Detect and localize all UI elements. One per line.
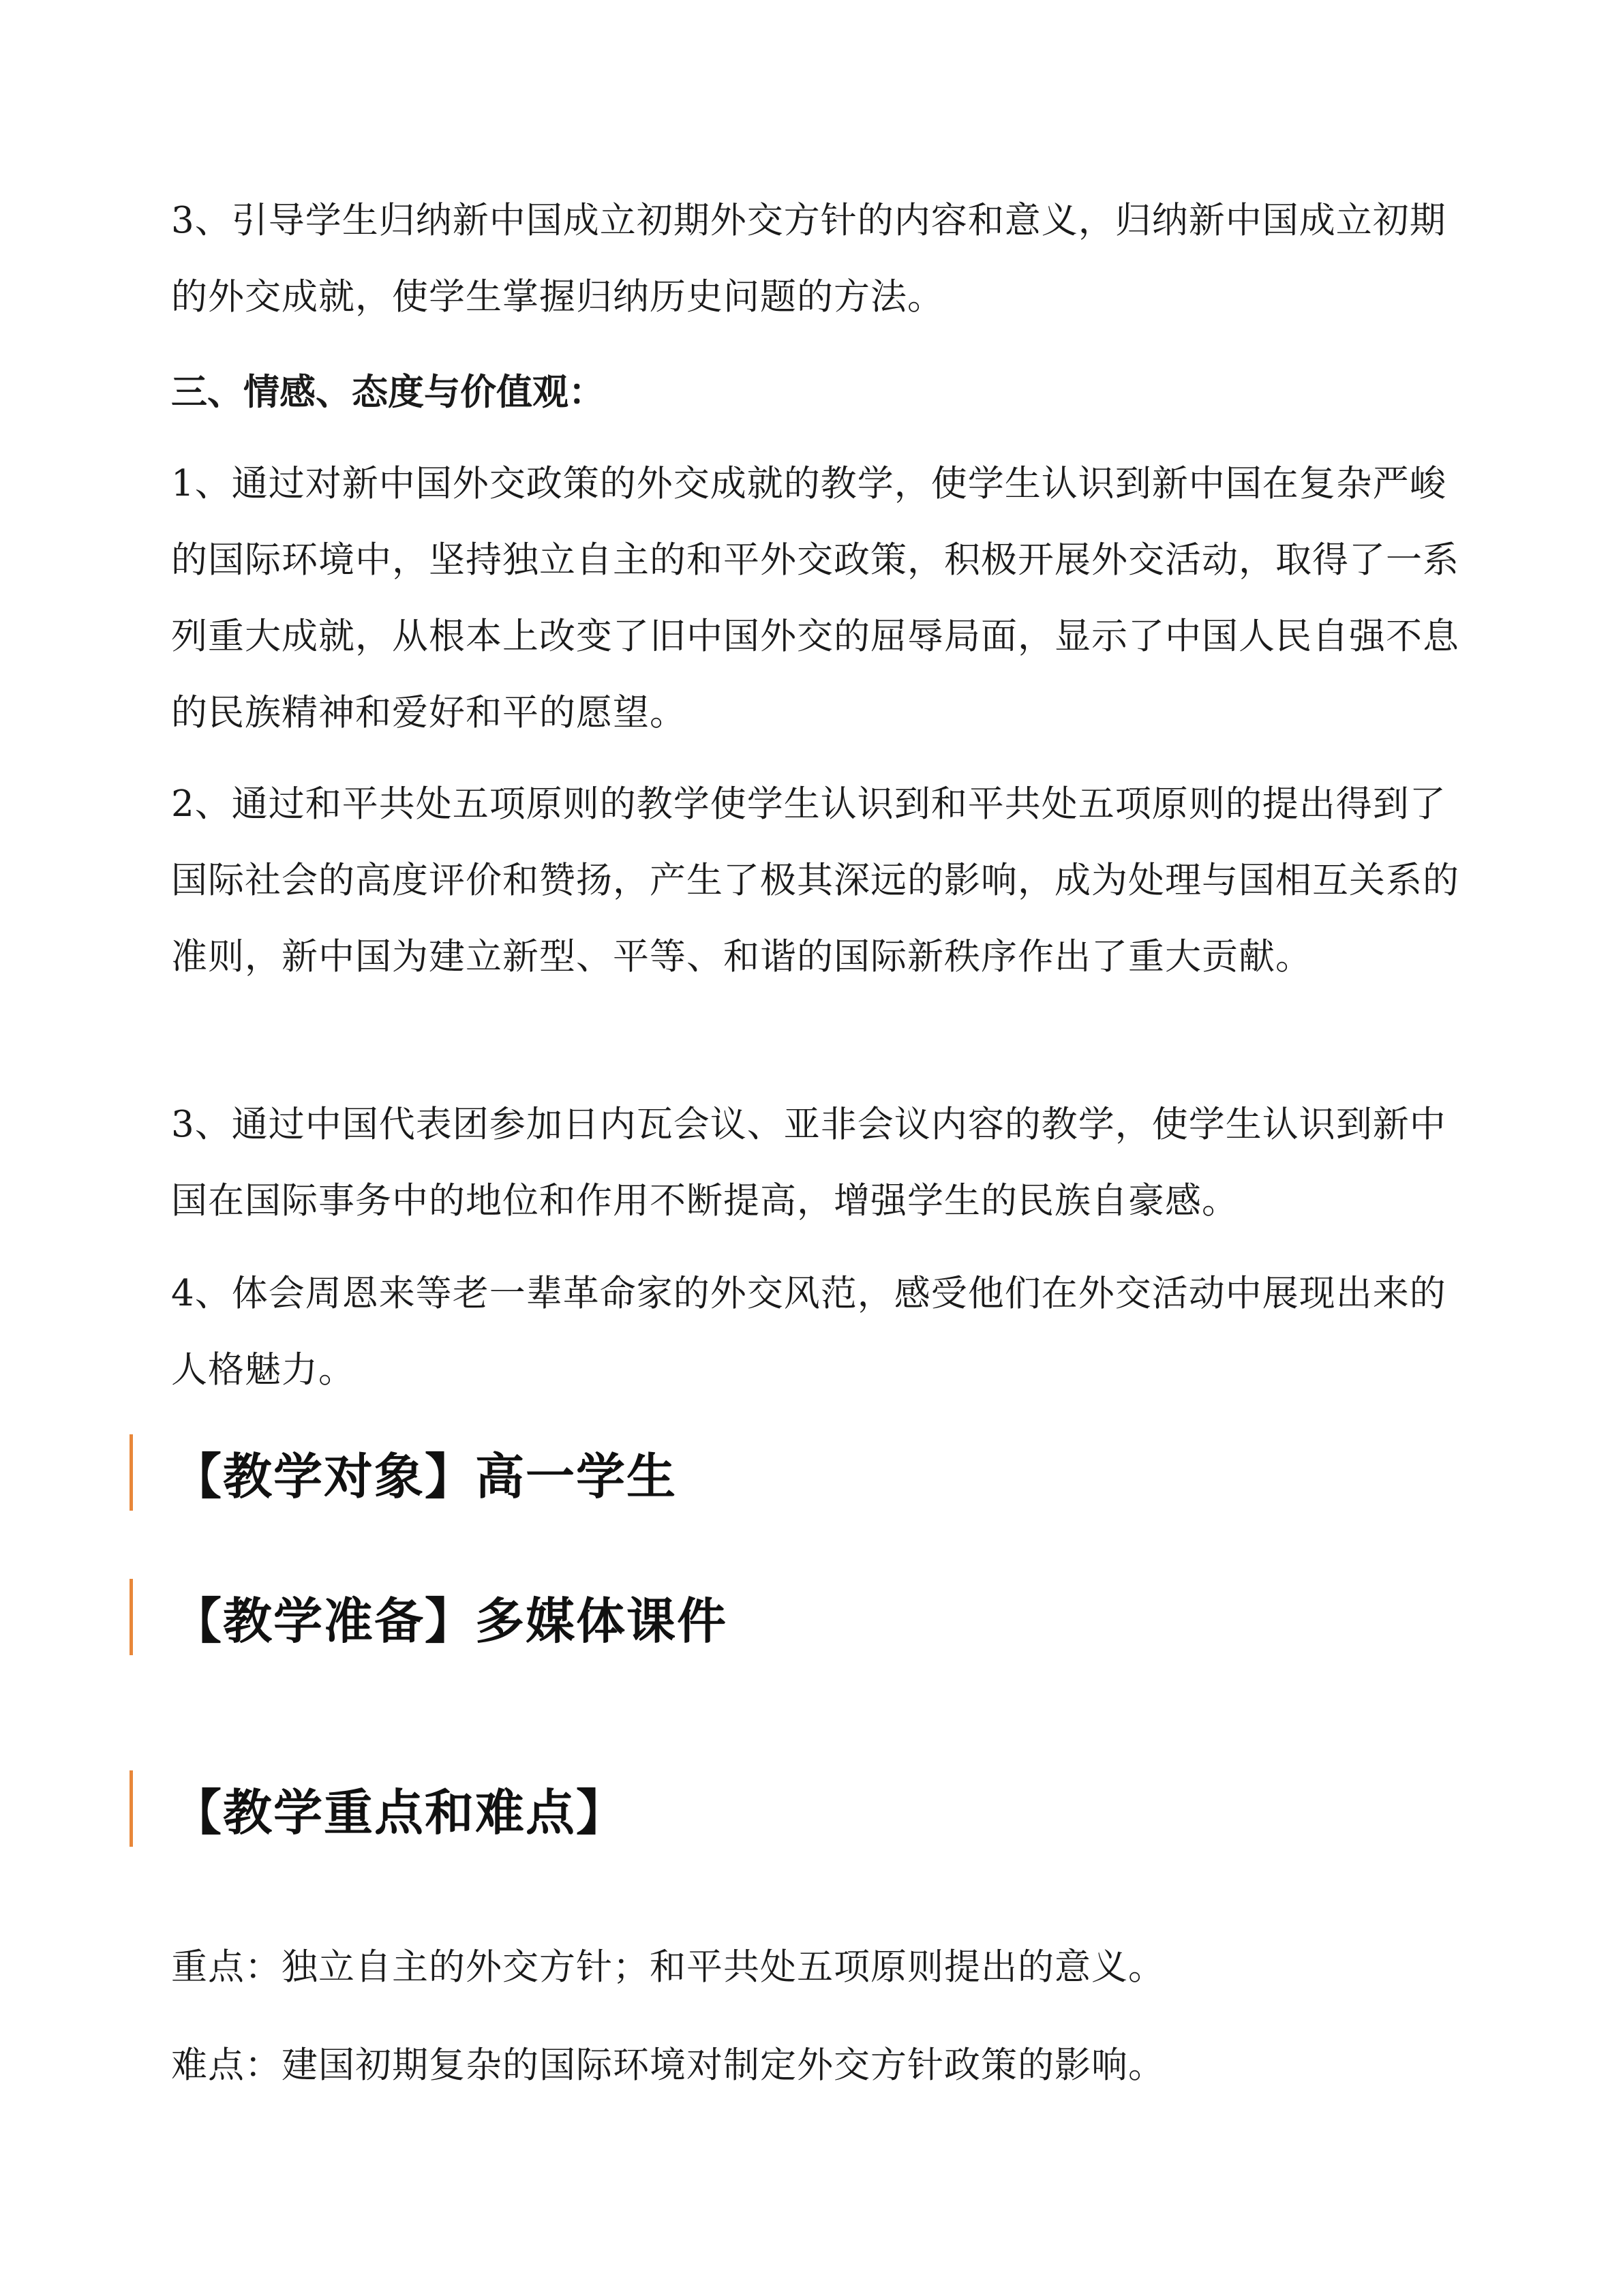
emotion-goal-item-3: 3、通过中国代表团参加日内瓦会议、亚非会议内容的教学，使学生认识到新中国在国际事务中的地位和作用不断提高，增强学生的民族自豪感。 [171,1104,1446,1222]
section-title: 【教学准备】多媒体课件 [172,1592,728,1650]
section-title: 【教学对象】高一学生 [172,1448,678,1505]
section-title: 【教学重点和难点】 [172,1784,627,1841]
section-accent-bar [130,1579,133,1655]
section-teaching-preparation [130,1579,727,1655]
section-accent-bar [130,1434,133,1511]
section-accent-bar [130,1770,133,1847]
emotion-goal-item-2: 2、通过和平共处五项原则的教学使学生认识到和平共处五项原则的提出得到了国际社会的高度评价和赞扬，产生了极其深远的影响，成为处理与国相互关系的准则，新中国为建立新型、平等、和谐的国际新秩序作出了重大贡献。 [171,783,1459,978]
method-goal-item-3: 3、引导学生归纳新中国成立初期外交方针的内容和意义，归纳新中国成立初期的外交成就，使学生掌握归纳历史问题的方法。 [171,200,1446,318]
difficulty-point: 难点：建国初期复杂的国际环境对制定外交方针政策的影响。 [171,2044,1165,2086]
emotion-goal-item-1: 1、通过对新中国外交政策的外交成就的教学，使学生认识到新中国在复杂严峻的国际环境中，坚持独立自主的和平外交政策，积极开展外交活动，取得了一系列重大成就，从根本上改变了旧中国外交的屈辱局面，显示了中国人民自强不息的民族精神和爱好和平的愿望。 [171,463,1459,734]
emotion-section-heading: 三、情感、态度与价值观： [171,372,605,413]
emotion-goal-item-4: 4、体会周恩来等老一辈革命家的外交风范，感受他们在外交活动中展现出来的人格魅力。 [171,1273,1446,1391]
focus-point: 重点：独立自主的外交方针；和平共处五项原则提出的意义。 [171,1946,1165,1988]
section-teaching-target [130,1434,677,1511]
section-key-points [130,1770,626,1847]
